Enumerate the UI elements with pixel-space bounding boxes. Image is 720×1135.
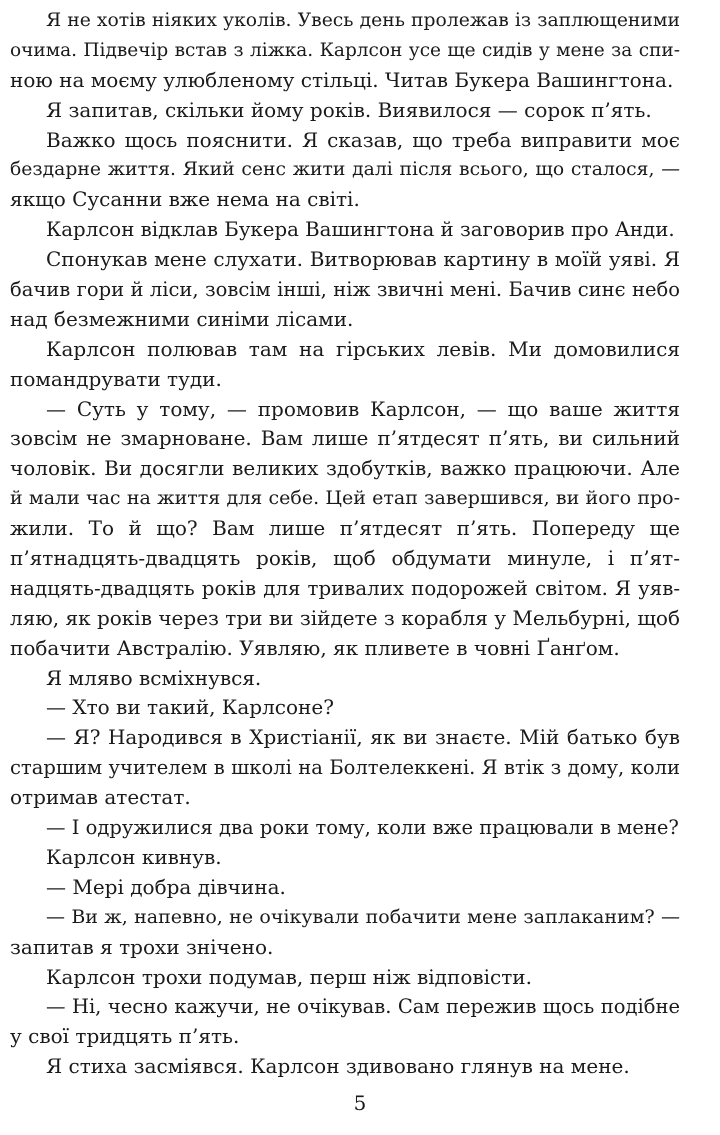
paragraph — [10, 963, 680, 993]
paragraph — [10, 843, 680, 873]
paragraph — [10, 1052, 680, 1082]
text-line: Я мляво всміхнувся. — [46, 665, 262, 690]
text-line: жили. То й що? Вам лише п’ятдесят п’ять. Попереду ще — [10, 516, 680, 541]
text-line: чоловік. Ви досягли великих здобутків, важко працюючи. Але — [10, 456, 680, 481]
text-line: Карлсон кивнув. — [46, 844, 222, 869]
paragraph — [10, 664, 680, 694]
text-line: надцять-двадцять років для тривалих подорожей світом. Я уяв- — [10, 576, 680, 600]
text-line: й мали час на життя для себе. Цей етап завершився, ви його про- — [10, 487, 680, 510]
paragraph — [10, 395, 680, 664]
text-line: — Ви ж, напевно, не очікували побачити мене заплаканим? — — [46, 905, 680, 928]
paragraph — [10, 873, 680, 903]
text-line: — Суть у тому, — промовив Карлсон, — що ваше життя — [46, 396, 680, 421]
text-line: — І одружилися два роки тому, коли вже працювали в мене? — [46, 816, 679, 840]
text-line: над безмежними синіми лісами. — [10, 306, 354, 331]
text-line: Я стиха засміявся. Карлсон здивовано глянув на мене. — [46, 1054, 630, 1079]
text-line: ляю, як років через три ви зійдете з корабля у Мельбурні, щоб — [10, 605, 680, 630]
text-line: зовсім не змарноване. Вам лише п’ятдесят п’ять, ви сильний — [10, 426, 680, 451]
text-line: якщо Сусанни вже нема на світі. — [10, 187, 360, 212]
text-line: — Ні, чесно кажучи, не очікував. Сам пережив щось подібне — [46, 995, 680, 1019]
text-line: — Мері добра дівчина. — [46, 874, 286, 899]
text-line: побачити Австралію. Уявляю, як пливете в човні Ґанґом. — [10, 635, 620, 660]
paragraph — [10, 126, 680, 216]
paragraph — [10, 245, 680, 335]
paragraph — [10, 992, 680, 1052]
text-line: бездарне життя. Який сенс жити далі після всього, що сталося, — — [10, 159, 680, 181]
text-line: старшим учителем в школі на Болтелеккені. Я втік з дому, коли — [10, 756, 680, 780]
text-line: запитав я трохи знічено. — [10, 934, 274, 959]
text-line: помандрувати туди. — [10, 366, 222, 391]
text-line: отримав атестат. — [10, 785, 191, 810]
text-line: очима. Підвечір встав з ліжка. Карлсон усе ще сидів у мене за спи- — [10, 39, 680, 61]
text-line: у свої тридцять п’ять. — [10, 1024, 240, 1049]
paragraph — [10, 215, 680, 245]
paragraph — [10, 96, 680, 126]
text-line: Карлсон трохи подумав, перш ніж відповісти. — [46, 964, 532, 989]
text-line: бачив гори й ліси, зовсім інші, ніж звичні мені. Бачив синє небо — [10, 278, 680, 302]
text-line: Я не хотів ніяких уколів. Увесь день пролежав із заплющеними — [46, 10, 680, 31]
paragraph — [10, 6, 680, 96]
page-body — [10, 6, 680, 1082]
text-line: Карлсон відклав Букера Вашингтона й заговорив про Анди. — [46, 218, 675, 242]
text-line: — Хто ви такий, Карлсоне? — [46, 695, 334, 720]
text-line: Я запитав, скільки йому років. Виявилося — сорок п’ять. — [46, 97, 652, 122]
text-line: — Я? Народився в Христіанії, як ви знаєте. Мій батько був — [46, 725, 680, 750]
paragraph — [10, 335, 680, 395]
text-line: Спонукав мене слухати. Витворював картину в моїй уяві. Я — [46, 247, 680, 272]
text-line: Важко щось пояснити. Я сказав, що треба виправити моє — [46, 127, 680, 152]
paragraph — [10, 903, 680, 963]
text-line: ною на моєму улюбленому стільці. Читав Букера Вашингтона. — [10, 67, 674, 92]
paragraph — [10, 693, 680, 723]
paragraph — [10, 813, 680, 843]
text-line: Карлсон полював там на гірських левів. Ми домовилися — [46, 336, 680, 361]
paragraph — [10, 723, 680, 813]
text-line: п’ятнадцять-двадцять років, щоб обдумати минуле, і п’ят- — [10, 546, 680, 571]
page-number: 5 — [353, 1091, 367, 1115]
